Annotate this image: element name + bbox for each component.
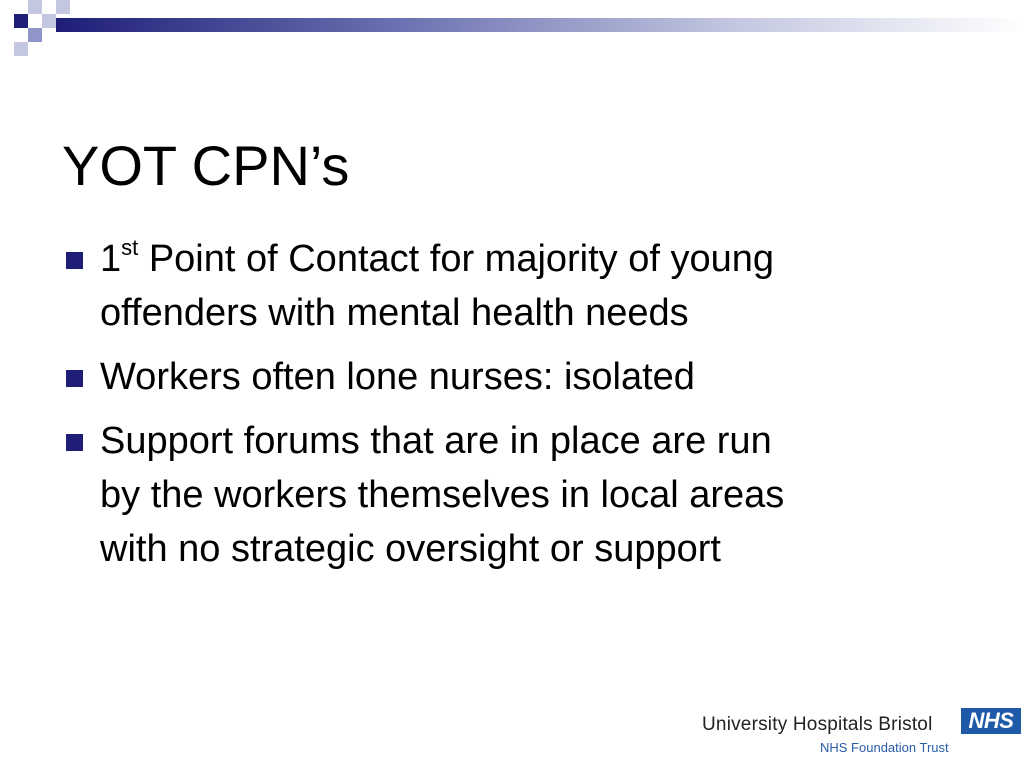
bullet-text: offenders with mental health needs bbox=[100, 292, 689, 334]
bullet-text: with no strategic oversight or support bbox=[100, 528, 721, 570]
organization-logo bbox=[694, 708, 1024, 768]
bullet-text: Point of Contact for majority of young bbox=[138, 238, 775, 280]
deco-square bbox=[42, 14, 56, 28]
bullet-item bbox=[62, 414, 962, 576]
bullet-superscript: st bbox=[121, 235, 139, 260]
deco-square bbox=[14, 42, 28, 56]
bullet-number: 1 bbox=[100, 238, 122, 280]
bullet-item bbox=[62, 232, 962, 340]
org-subtitle: NHS Foundation Trust bbox=[820, 740, 949, 755]
square-bullet-icon bbox=[66, 434, 83, 451]
org-name: University Hospitals Bristol bbox=[702, 714, 933, 735]
bullet-item bbox=[62, 350, 962, 404]
nhs-logo: NHS bbox=[961, 708, 1021, 734]
square-bullet-icon bbox=[66, 252, 83, 269]
bullet-text: Workers often lone nurses: isolated bbox=[100, 356, 695, 398]
header-gradient-bar bbox=[56, 18, 1024, 32]
bullet-list bbox=[62, 232, 962, 586]
deco-square bbox=[14, 14, 28, 28]
bullet-text: by the workers themselves in local areas bbox=[100, 474, 785, 516]
slide-title: YOT CPN’s bbox=[62, 133, 350, 197]
square-bullet-icon bbox=[66, 370, 83, 387]
deco-square bbox=[28, 28, 42, 42]
bullet-text: Support forums that are in place are run bbox=[100, 420, 772, 462]
deco-square bbox=[56, 0, 70, 14]
deco-square bbox=[28, 0, 42, 14]
